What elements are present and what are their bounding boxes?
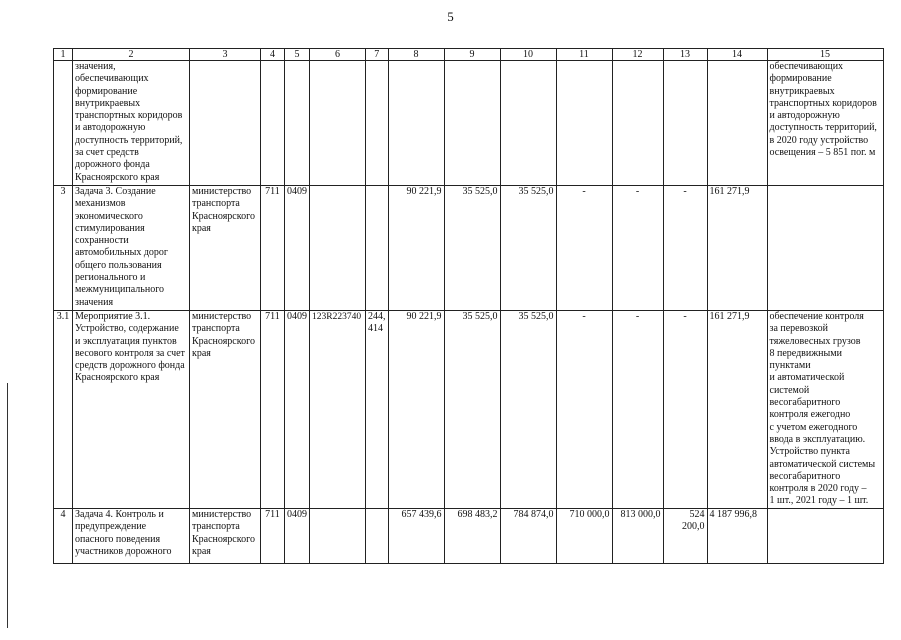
column-header: 10 [500,49,556,61]
page-number: 5 [447,9,454,24]
column-header: 1 [54,49,73,61]
cell-description: Задача 4. Контроль и предупреждение опасного поведения участников дорожного [73,509,190,564]
cell-number: 3.1 [54,311,73,509]
cell-description: значения, обеспечивающих формирование внутрикраевых транспортных коридоров и автодорожную доступность территорий, за счет средств дорожного фонда Красноярского края [73,61,190,186]
cell-amount: 35 525,0 [500,311,556,509]
cell-grbs: 711 [261,509,285,564]
cell-vr: 244, 414 [366,311,389,509]
cell-csr [310,186,366,311]
cell-grbs: 711 [261,186,285,311]
cell-result: обеспечение контроля за перевозкой тяжеловесных грузов 8 передвижными пунктами и автоматической системой весогабаритного контроля ежегодно с учетом ежегодного ввода в эксплуатацию. Устройство пункта автоматической системы весогабаритного контроля в 2020 году – 1 шт., 2021 году – 1 шт. [767,311,883,509]
cell-description: Задача 3. Создание механизмов экономического стимулирования сохранности автомобильных дорог общего пользования регионального и межмуниципального значения [73,186,190,311]
cell-result [767,509,883,564]
cell-amount [388,61,444,186]
cell-amount [556,61,612,186]
cell-amount: 90 221,9 [388,186,444,311]
column-header: 3 [190,49,261,61]
cell-vr [366,61,389,186]
cell-description: Мероприятие 3.1. Устройство, содержание и эксплуатация пунктов весового контроля за счет средств дорожного фонда Красноярского края [73,311,190,509]
cell-total [707,61,767,186]
column-header: 11 [556,49,612,61]
cell-amount: - [663,186,707,311]
cell-amount: - [556,186,612,311]
table-row [54,509,884,564]
cell-result: обеспечивающих формирование внутрикраевых транспортных коридоров и автодорожную доступность территорий, в 2020 году устройство освещения – 5 851 пог. м [767,61,883,186]
cell-amount: 524 200,0 [663,509,707,564]
cell-amount: - [612,186,663,311]
cell-vr [366,509,389,564]
cell-total: 161 271,9 [707,186,767,311]
program-table [53,48,884,564]
column-header: 13 [663,49,707,61]
cell-csr: 123R223740 [310,311,366,509]
cell-amount: 35 525,0 [444,186,500,311]
cell-result [767,186,883,311]
column-header: 7 [366,49,389,61]
header-row [54,49,884,61]
cell-amount [663,61,707,186]
cell-amount [444,61,500,186]
cell-amount [612,61,663,186]
cell-total: 161 271,9 [707,311,767,509]
margin-line [7,383,8,628]
cell-csr [310,509,366,564]
cell-executor: министерство транспорта Красноярского края [190,186,261,311]
table-row [54,311,884,509]
table-row [54,61,884,186]
cell-amount: 35 525,0 [500,186,556,311]
column-header: 4 [261,49,285,61]
cell-rzpr: 0409 [285,509,310,564]
cell-amount: 710 000,0 [556,509,612,564]
column-header: 8 [388,49,444,61]
column-header: 14 [707,49,767,61]
column-header: 5 [285,49,310,61]
column-header: 15 [767,49,883,61]
column-header: 2 [73,49,190,61]
cell-amount: 35 525,0 [444,311,500,509]
cell-rzpr [285,61,310,186]
cell-total: 4 187 996,8 [707,509,767,564]
cell-amount: 698 483,2 [444,509,500,564]
cell-amount: 813 000,0 [612,509,663,564]
table-row [54,186,884,311]
cell-grbs [261,61,285,186]
cell-vr [366,186,389,311]
cell-number: 3 [54,186,73,311]
cell-amount: 90 221,9 [388,311,444,509]
cell-executor [190,61,261,186]
cell-number: 4 [54,509,73,564]
cell-csr [310,61,366,186]
cell-number [54,61,73,186]
cell-amount [500,61,556,186]
cell-rzpr: 0409 [285,311,310,509]
cell-rzpr: 0409 [285,186,310,311]
cell-amount: - [556,311,612,509]
column-header: 12 [612,49,663,61]
cell-amount: 657 439,6 [388,509,444,564]
cell-amount: - [612,311,663,509]
column-header: 6 [310,49,366,61]
column-header: 9 [444,49,500,61]
cell-executor: министерство транспорта Красноярского края [190,311,261,509]
cell-amount: - [663,311,707,509]
cell-amount: 784 874,0 [500,509,556,564]
cell-executor: министерство транспорта Красноярского края [190,509,261,564]
cell-grbs: 711 [261,311,285,509]
